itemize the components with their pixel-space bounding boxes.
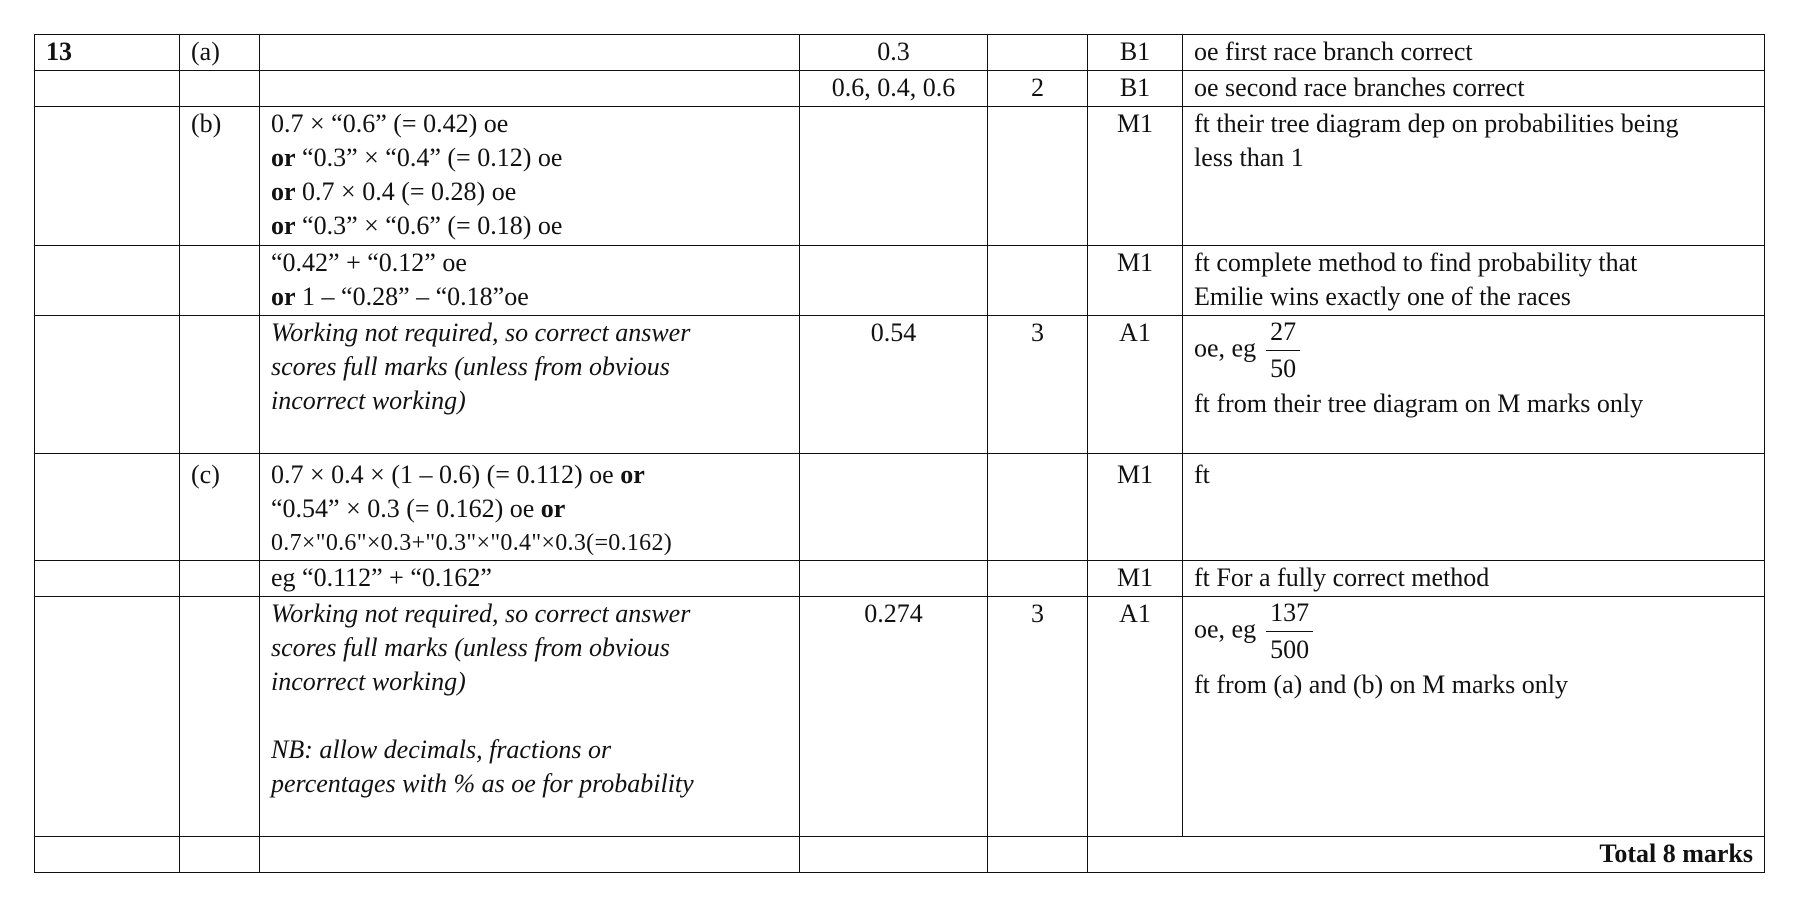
answer-cell: 0.6, 0.4, 0.6 bbox=[800, 71, 988, 107]
working-cell bbox=[260, 246, 800, 316]
notes-cell: oe, eg $\frac{137}{500}$ ft from (a) and (b) on M marks only bbox=[1183, 597, 1765, 837]
answer-cell: 0.54 bbox=[800, 316, 988, 454]
mark-scheme-table bbox=[34, 34, 1765, 873]
marks-cell: 3 bbox=[988, 316, 1088, 454]
notes-cell: oe first race branch correct bbox=[1183, 35, 1765, 71]
working-cell bbox=[260, 107, 800, 246]
table-row bbox=[35, 454, 1765, 561]
marks-cell bbox=[988, 35, 1088, 71]
table-row bbox=[35, 246, 1765, 316]
mark-code: M1 bbox=[1088, 107, 1183, 246]
working-cell: Working not required, so correct answer scores full marks (unless from obvious incorrect working) NB: allow decimals, fractions or percentages with % as oe for probability bbox=[260, 597, 800, 837]
working-line: or 1 – “0.28” – “0.18”oe bbox=[271, 282, 529, 311]
working-line: 0.7 × “0.6” (= 0.42) oe bbox=[271, 109, 509, 138]
answer-cell bbox=[800, 246, 988, 316]
notes-cell: ft For a fully correct method bbox=[1183, 561, 1765, 597]
working-cell: eg “0.112” + “0.162” bbox=[260, 561, 800, 597]
marks-cell: 2 bbox=[988, 71, 1088, 107]
table-row bbox=[35, 837, 1765, 873]
notes-cell: ft complete method to find probability that Emilie wins exactly one of the races bbox=[1183, 246, 1765, 316]
working-line: 0.7×"0.6"×0.3+"0.3"×"0.4"×0.3(=0.162) bbox=[271, 530, 673, 556]
mark-code: M1 bbox=[1088, 561, 1183, 597]
mark-code: B1 bbox=[1088, 35, 1183, 71]
table-row bbox=[35, 35, 1765, 71]
part-label bbox=[180, 561, 260, 597]
part-label bbox=[180, 246, 260, 316]
notes-cell: ft bbox=[1183, 454, 1765, 561]
part-label: (a) bbox=[180, 35, 260, 71]
table-row bbox=[35, 71, 1765, 107]
working-line: or 0.7 × 0.4 (= 0.28) oe bbox=[271, 177, 517, 206]
table-row bbox=[35, 107, 1765, 246]
part-label: (c) bbox=[180, 454, 260, 561]
mark-code: A1 bbox=[1088, 597, 1183, 837]
working-cell: Working not required, so correct answer scores full marks (unless from obvious incorrect working) bbox=[260, 316, 800, 454]
mark-code: B1 bbox=[1088, 71, 1183, 107]
answer-cell bbox=[800, 107, 988, 246]
answer-cell bbox=[800, 454, 988, 561]
part-label bbox=[180, 597, 260, 837]
question-number: 13 bbox=[35, 35, 180, 71]
marks-cell bbox=[988, 246, 1088, 316]
part-label: (b) bbox=[180, 107, 260, 246]
working-line: or “0.3” × “0.6” (= 0.18) oe bbox=[271, 211, 563, 240]
mark-code: M1 bbox=[1088, 246, 1183, 316]
total-marks: Total 8 marks bbox=[1088, 837, 1765, 873]
working-cell bbox=[260, 35, 800, 71]
answer-cell: 0.274 bbox=[800, 597, 988, 837]
notes-cell: oe, eg $\frac{27}{50}$ ft from their tree diagram on M marks only bbox=[1183, 316, 1765, 454]
notes-cell: oe second race branches correct bbox=[1183, 71, 1765, 107]
marks-cell bbox=[988, 561, 1088, 597]
mark-code: M1 bbox=[1088, 454, 1183, 561]
table-row bbox=[35, 561, 1765, 597]
marks-cell: 3 bbox=[988, 597, 1088, 837]
working-cell bbox=[260, 454, 800, 561]
working-line: “0.54” × 0.3 (= 0.162) oe or bbox=[271, 494, 566, 523]
working-line: or “0.3” × “0.4” (= 0.12) oe bbox=[271, 143, 563, 172]
working-cell bbox=[260, 71, 800, 107]
marks-cell bbox=[988, 454, 1088, 561]
fraction: $\frac{27}{50}$ bbox=[1266, 314, 1300, 387]
fraction: $\frac{137}{500}$ bbox=[1266, 595, 1313, 668]
part-label bbox=[180, 71, 260, 107]
mark-code: A1 bbox=[1088, 316, 1183, 454]
answer-cell bbox=[800, 561, 988, 597]
table-row bbox=[35, 597, 1765, 837]
part-label bbox=[180, 316, 260, 454]
table-row bbox=[35, 316, 1765, 454]
notes-cell: ft their tree diagram dep on probabilities being less than 1 bbox=[1183, 107, 1765, 246]
working-line: “0.42” + “0.12” oe bbox=[271, 248, 467, 277]
marks-cell bbox=[988, 107, 1088, 246]
working-line: 0.7 × 0.4 × (1 – 0.6) (= 0.112) oe or bbox=[271, 460, 645, 489]
answer-cell: 0.3 bbox=[800, 35, 988, 71]
